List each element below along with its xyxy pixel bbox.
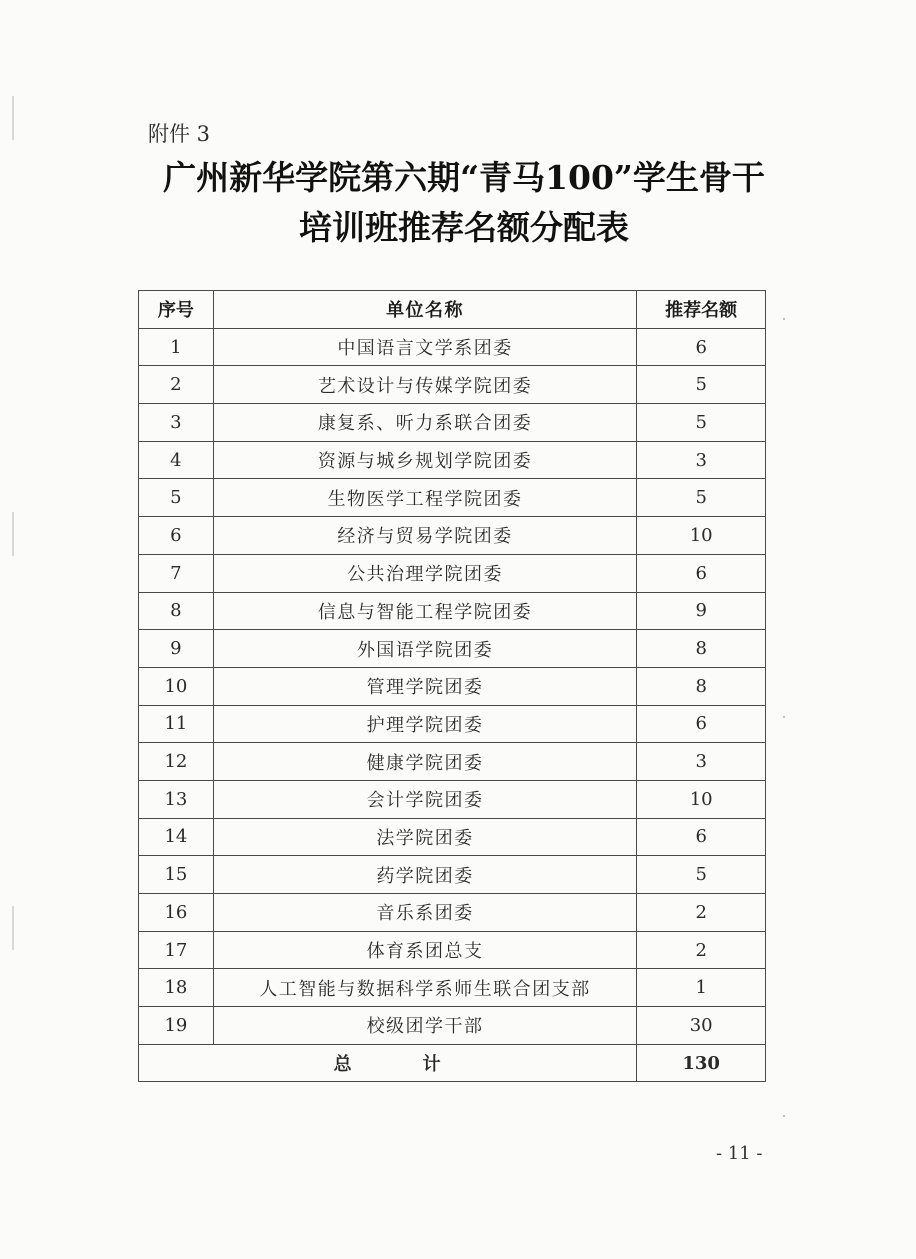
table-row <box>139 554 766 592</box>
row-quota: 6 <box>637 328 766 366</box>
row-unit-name: 人工智能与数据科学系师生联合团支部 <box>213 969 637 1007</box>
row-index: 10 <box>139 667 214 705</box>
row-unit-name: 信息与智能工程学院团委 <box>213 592 637 630</box>
row-unit-name: 校级团学干部 <box>213 1007 637 1045</box>
table-row <box>139 780 766 818</box>
scan-mark <box>12 906 14 950</box>
attachment-label: 附件 3 <box>148 122 211 146</box>
total-row <box>139 1044 766 1082</box>
row-quota: 6 <box>637 705 766 743</box>
row-index: 4 <box>139 441 214 479</box>
header-quota: 推荐名额 <box>637 291 766 329</box>
row-quota: 10 <box>637 517 766 555</box>
row-quota: 2 <box>637 931 766 969</box>
row-unit-name: 资源与城乡规划学院团委 <box>213 441 637 479</box>
row-index: 7 <box>139 554 214 592</box>
scan-mark <box>12 96 14 140</box>
table-row <box>139 969 766 1007</box>
row-unit-name: 护理学院团委 <box>213 705 637 743</box>
row-quota: 6 <box>637 818 766 856</box>
row-index: 12 <box>139 743 214 781</box>
table-row <box>139 931 766 969</box>
row-index: 13 <box>139 780 214 818</box>
row-quota: 5 <box>637 366 766 404</box>
row-index: 3 <box>139 404 214 442</box>
row-unit-name: 音乐系团委 <box>213 894 637 932</box>
row-unit-name: 管理学院团委 <box>213 667 637 705</box>
row-unit-name: 体育系团总支 <box>213 931 637 969</box>
row-unit-name: 健康学院团委 <box>213 743 637 781</box>
row-index: 15 <box>139 856 214 894</box>
table-row <box>139 592 766 630</box>
row-index: 19 <box>139 1007 214 1045</box>
page-number: - 11 - <box>716 1143 763 1164</box>
scan-dot <box>783 318 785 320</box>
row-index: 6 <box>139 517 214 555</box>
table-row <box>139 366 766 404</box>
row-index: 8 <box>139 592 214 630</box>
total-label-char-2: 计 <box>422 1054 442 1076</box>
row-index: 2 <box>139 366 214 404</box>
table-row <box>139 743 766 781</box>
document-title-line-2: 培训班推荐名额分配表 <box>299 208 629 247</box>
total-label <box>139 1044 637 1082</box>
table-row <box>139 630 766 668</box>
row-index: 18 <box>139 969 214 1007</box>
row-unit-name: 公共治理学院团委 <box>213 554 637 592</box>
row-quota: 8 <box>637 630 766 668</box>
row-unit-name: 康复系、听力系联合团委 <box>213 404 637 442</box>
table-row <box>139 894 766 932</box>
row-quota: 1 <box>637 969 766 1007</box>
scan-mark <box>12 512 14 556</box>
row-quota: 3 <box>637 743 766 781</box>
header-unit-name: 单位名称 <box>213 291 637 329</box>
row-quota: 5 <box>637 404 766 442</box>
row-unit-name: 外国语学院团委 <box>213 630 637 668</box>
row-quota: 6 <box>637 554 766 592</box>
table-row <box>139 328 766 366</box>
table-row <box>139 705 766 743</box>
header-index: 序号 <box>139 291 214 329</box>
table-row <box>139 517 766 555</box>
row-quota: 5 <box>637 856 766 894</box>
table-header-row <box>139 291 766 329</box>
table-row <box>139 479 766 517</box>
table-row <box>139 1007 766 1045</box>
table-row <box>139 856 766 894</box>
row-index: 11 <box>139 705 214 743</box>
row-unit-name: 艺术设计与传媒学院团委 <box>213 366 637 404</box>
row-unit-name: 中国语言文学系团委 <box>213 328 637 366</box>
scan-dot <box>783 716 785 718</box>
row-quota: 9 <box>637 592 766 630</box>
scan-dot <box>783 1115 785 1117</box>
row-index: 9 <box>139 630 214 668</box>
total-value: 130 <box>637 1044 766 1082</box>
row-unit-name: 经济与贸易学院团委 <box>213 517 637 555</box>
row-quota: 3 <box>637 441 766 479</box>
row-quota: 10 <box>637 780 766 818</box>
table-row <box>139 404 766 442</box>
row-index: 17 <box>139 931 214 969</box>
table-row <box>139 441 766 479</box>
row-index: 1 <box>139 328 214 366</box>
row-quota: 8 <box>637 667 766 705</box>
row-quota: 30 <box>637 1007 766 1045</box>
quota-table <box>138 290 766 1082</box>
row-unit-name: 生物医学工程学院团委 <box>213 479 637 517</box>
row-index: 16 <box>139 894 214 932</box>
row-quota: 2 <box>637 894 766 932</box>
row-unit-name: 会计学院团委 <box>213 780 637 818</box>
table-row <box>139 667 766 705</box>
row-index: 5 <box>139 479 214 517</box>
total-label-char-1: 总 <box>333 1054 353 1076</box>
row-quota: 5 <box>637 479 766 517</box>
table-row <box>139 818 766 856</box>
row-unit-name: 药学院团委 <box>213 856 637 894</box>
row-unit-name: 法学院团委 <box>213 818 637 856</box>
document-title-line-1: 广州新华学院第六期“青马100”学生骨干 <box>163 158 765 197</box>
row-index: 14 <box>139 818 214 856</box>
table-body <box>139 328 766 1044</box>
